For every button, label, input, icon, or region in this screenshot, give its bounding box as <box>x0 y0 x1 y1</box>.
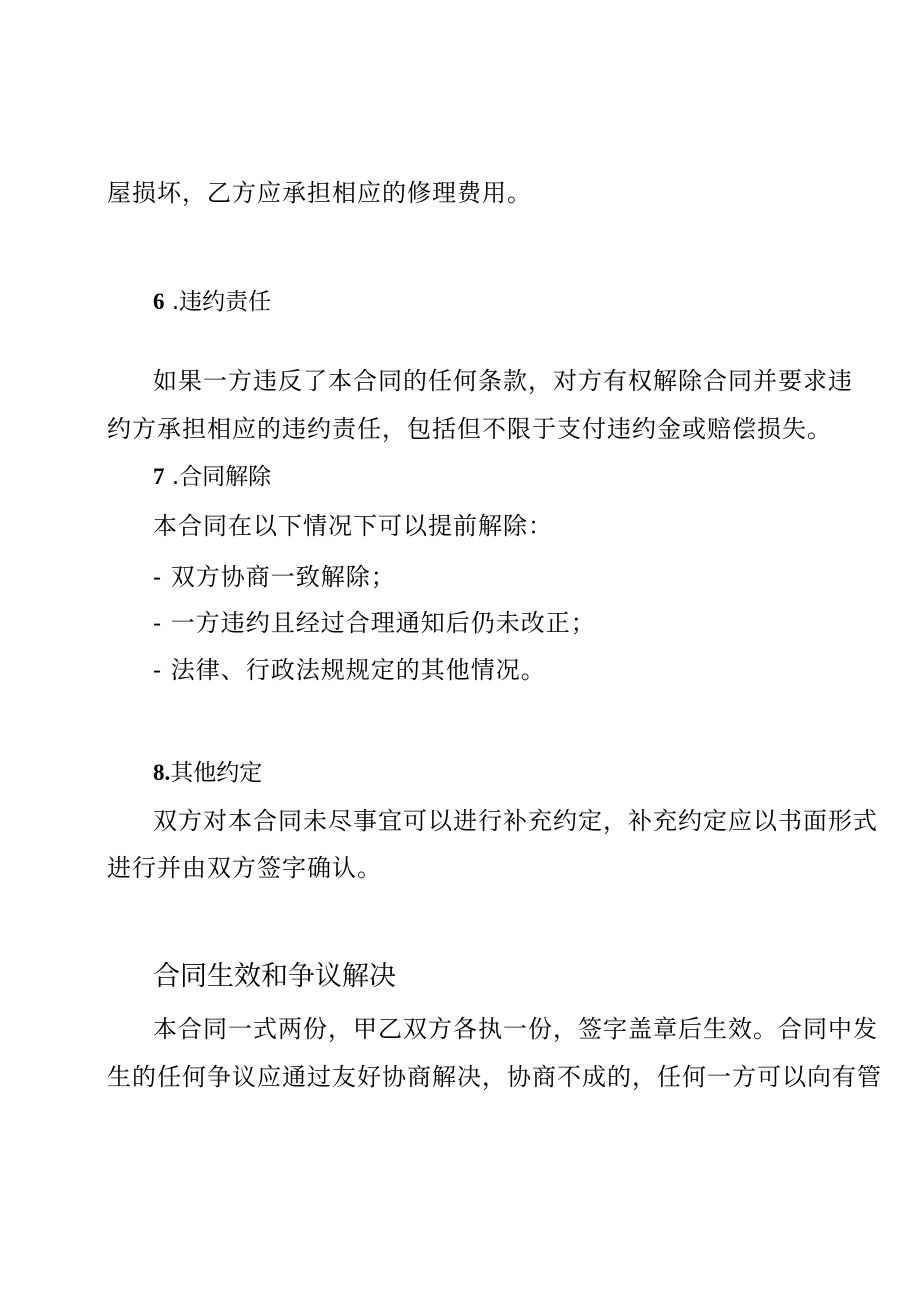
clause-7-number: 7 <box>153 464 165 489</box>
clause-8-number: 8. <box>153 760 171 785</box>
clause-7-list-item: - 双方协商一致解除； <box>153 563 396 591</box>
clause-7-list-item: - 一方违约且经过合理通知后仍未改正； <box>153 609 596 637</box>
section-title: 合同生效和争议解决 <box>153 961 396 992</box>
section-paragraph-line-1: 本合同一式两份，甲乙双方各执一份，签字盖章后生效。合同中发 <box>153 1015 878 1043</box>
section-paragraph-line-2: 生的任何争议应通过友好协商解决，协商不成的，任何一方可以向有管 <box>107 1063 882 1091</box>
clause-8-title: 其他约定 <box>170 760 263 786</box>
clause-6-paragraph-line-2: 约方承担相应的违约责任，包括但不限于支付违约金或赔偿损失。 <box>107 415 832 443</box>
clause-6-number: 6 <box>153 289 165 314</box>
clause-6-paragraph-line-1: 如果一方违反了本合同的任何条款，对方有权解除合同并要求违 <box>153 367 853 395</box>
clause-7-title: .合同解除 <box>171 464 272 490</box>
clause-8-heading <box>153 758 262 788</box>
clause-7-heading <box>153 462 271 492</box>
clause-7-intro: 本合同在以下情况下可以提前解除： <box>153 512 553 540</box>
clause-7-list-item: - 法律、行政法规规定的其他情况。 <box>153 656 546 684</box>
continuation-text: 屋损坏，乙方应承担相应的修理费用。 <box>107 179 532 207</box>
clause-8-paragraph-line-2: 进行并由双方签字确认。 <box>107 854 382 882</box>
clause-6-heading <box>153 287 271 317</box>
clause-8-paragraph-line-1: 双方对本合同未尽事宜可以进行补充约定，补充约定应以书面形式 <box>153 807 878 835</box>
clause-6-title: .违约责任 <box>171 289 272 315</box>
